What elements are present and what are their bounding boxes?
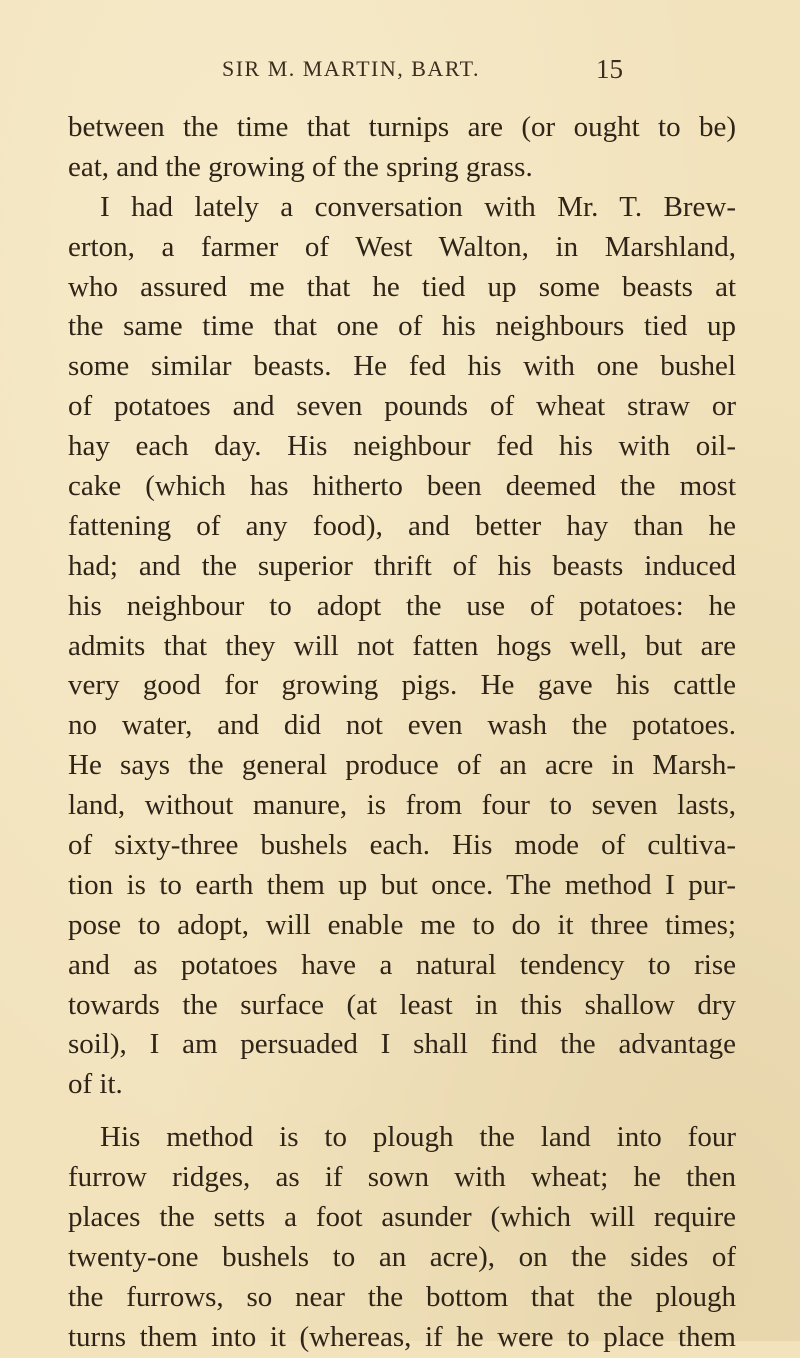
text-line: eat, and the growing of the spring grass.: [68, 150, 533, 183]
text-line: furrow ridges, as if sown with wheat; he then: [68, 1161, 736, 1194]
running-head: [0, 56, 800, 96]
text-line: soil), I am persuaded I shall find the advantage: [68, 1028, 736, 1061]
text-line: his neighbour to adopt the use of potatoes: he: [68, 589, 736, 622]
text-line: had; and the superior thrift of his beasts induced: [68, 549, 736, 582]
text-line: and as potatoes have a natural tendency to rise: [68, 948, 736, 981]
text-line: of sixty-three bushels each. His mode of cultiva-: [68, 829, 736, 862]
paragraph-gap: [68, 1105, 736, 1118]
text-line: cake (which has hitherto been deemed the most: [68, 470, 736, 503]
text-line: the furrows, so near the bottom that the plough: [68, 1280, 736, 1313]
body-text: [68, 108, 736, 1358]
paragraph-first-line: His method is to plough the land into four: [100, 1121, 736, 1154]
text-line: who assured me that he tied up some beasts at: [68, 270, 736, 303]
page-number: 15: [596, 54, 623, 84]
text-line: some similar beasts. He fed his with one bushel: [68, 350, 736, 383]
text-line: towards the surface (at least in this shallow dry: [68, 988, 736, 1021]
text-line: of it.: [68, 1068, 123, 1101]
text-line: land, without manure, is from four to seven lasts,: [68, 789, 736, 822]
text-line: He says the general produce of an acre in Marsh-: [68, 749, 736, 782]
text-line: pose to adopt, will enable me to do it three times;: [68, 908, 736, 941]
text-line: places the setts a foot asunder (which will require: [68, 1201, 736, 1234]
text-line: of potatoes and seven pounds of wheat straw or: [68, 390, 736, 423]
text-line: turns them into it (whereas, if he were to place them: [68, 1320, 736, 1353]
text-line: tion is to earth them up but once. The method I pur-: [68, 868, 736, 901]
running-title: SIR M. MARTIN, BART.: [222, 56, 480, 81]
text-line: between the time that turnips are (or ought to be): [68, 111, 736, 143]
text-line: no water, and did not even wash the potatoes.: [68, 709, 736, 742]
text-line: erton, a farmer of West Walton, in Marshland,: [68, 230, 736, 263]
text-line: twenty-one bushels to an acre), on the sides of: [68, 1240, 736, 1273]
text-line: fattening of any food), and better hay than he: [68, 509, 736, 542]
text-line: very good for growing pigs. He gave his cattle: [68, 669, 736, 702]
paragraph-first-line: I had lately a conversation with Mr. T. Brew-: [100, 190, 736, 223]
text-line: hay each day. His neighbour fed his with oil-: [68, 430, 736, 463]
text-line: the same time that one of his neighbours tied up: [68, 310, 736, 343]
text-line: admits that they will not fatten hogs well, but are: [68, 629, 736, 662]
